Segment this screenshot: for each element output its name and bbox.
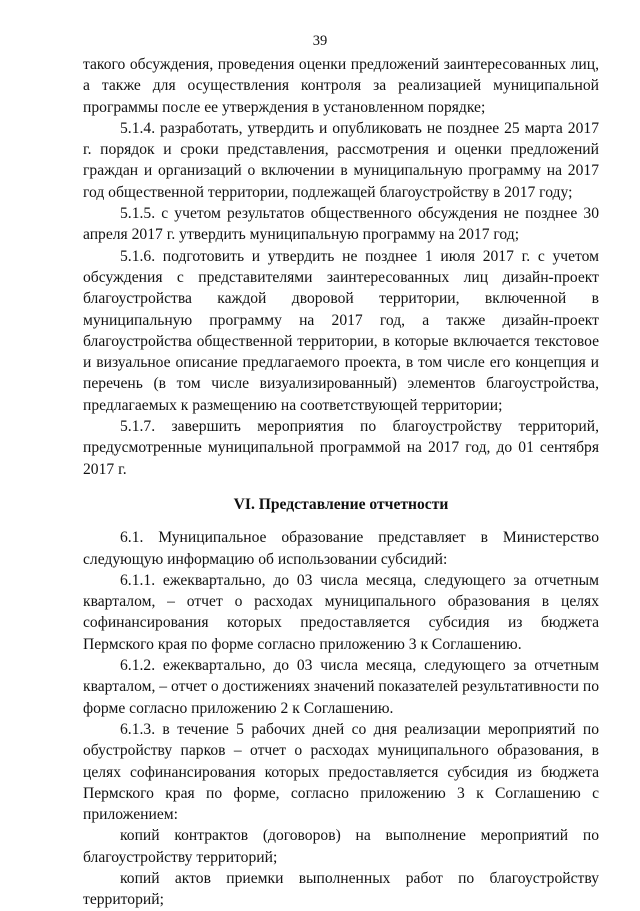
paragraph-6-1-1: 6.1.1. ежеквартально, до 03 числа месяца, следующего за отчетным кварталом, – отчет о расходах муниципального образования в целях софинансирования которых предоставляется субсидия из бюджета Пермского края по форме согласно приложению 3 к Соглашению. (83, 571, 599, 653)
paragraph-5-1-4: 5.1.4. разработать, утвердить и опубликовать не позднее 25 марта 2017 г. порядок и сроки представления, рассмотрения и оценки предложений граждан и организаций о включении в муниципальную программу на 2017 год общественной территории, подлежащей благоустройству в 2017 году; (83, 119, 599, 201)
paragraph-continuation: такого обсуждения, проведения оценки предложений заинтересованных лиц, а также для осуществления контроля за реализацией муниципальной программы после ее утверждения в установленном порядке; (83, 56, 599, 116)
paragraph-6-1-3: 6.1.3. в течение 5 рабочих дней со дня реализации мероприятий по обустройству парков – отчет о расходах муниципального образования, в целях софинансирования которых предоставляется субсидия из бюджета Пермского края по форме, согласно приложению 3 к Соглашению с приложением: (83, 720, 599, 824)
paragraph-contract-copies: копий контрактов (договоров) на выполнение мероприятий по благоустройству территорий; (83, 827, 599, 866)
paragraph-acceptance-act-copies: копий актов приемки выполненных работ по благоустройству территорий; (83, 869, 599, 909)
section-heading: VI. Представление отчетности (233, 495, 449, 513)
paragraph-5-1-7: 5.1.7. завершить мероприятия по благоустройству территорий, предусмотренные муниципальной программой на 2017 год, до 01 сентября 2017 г. (83, 418, 599, 478)
page-number: 39 (312, 33, 328, 49)
paragraph-5-1-6: 5.1.6. подготовить и утвердить не позднее 1 июля 2017 г. с учетом обсуждения с представителями заинтересованных лиц дизайн-проект благоустройства каждой дворовой территории, включенной в муниципальную программу на 2017 год, а также дизайн-проект благоустройства общественной территории, в которые включается текстовое и визуальное описание предлагаемого проекта, в том числе его концепция и перечень (в том числе визуализированный) элементов благоустройства, предлагаемых к размещению на соответствующей территории; (83, 247, 599, 414)
document-body (83, 54, 599, 911)
paragraph-6-1: 6.1. Муниципальное образование представляет в Министерство следующую информацию об использовании субсидий: (83, 529, 599, 568)
paragraph-6-1-2: 6.1.2. ежеквартально, до 03 числа месяца, следующего за отчетным кварталом, – отчет о достижениях значений показателей результативности по форме согласно приложению 2 к Соглашению. (83, 657, 599, 717)
paragraph-5-1-5: 5.1.5. с учетом результатов общественного обсуждения не позднее 30 апреля 2017 г. утвердить муниципальную программу на 2017 год; (83, 205, 599, 244)
